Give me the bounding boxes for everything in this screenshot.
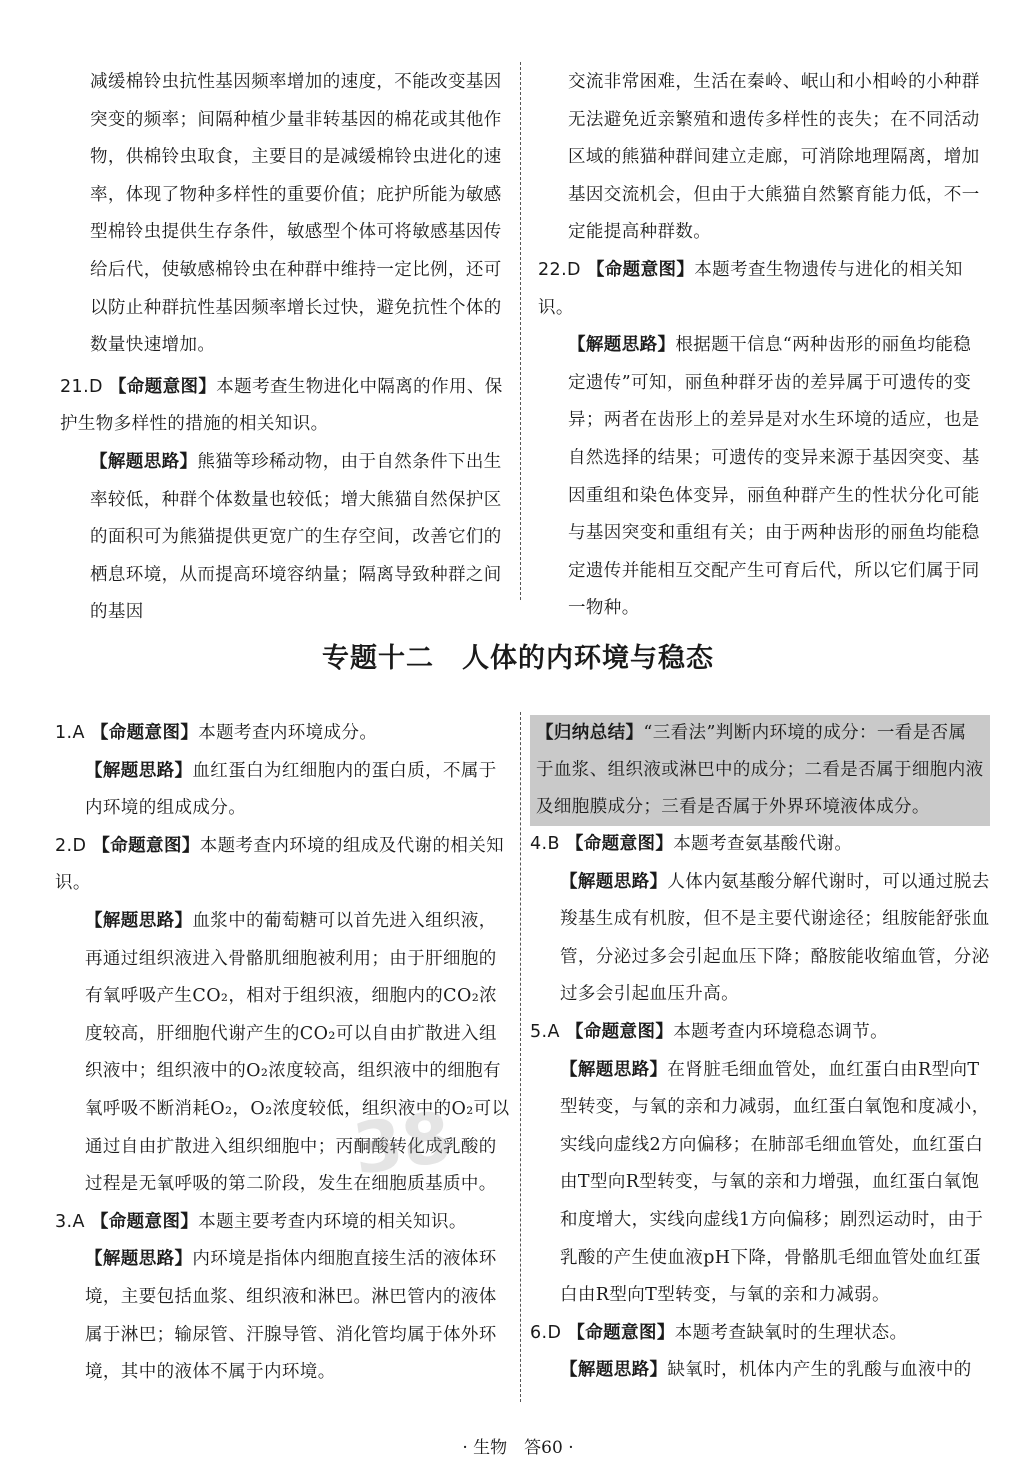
intent-text: 本题考查缺氧时的生理状态。 — [674, 1322, 908, 1343]
reasoning-tag: 【解题思路】 — [560, 871, 668, 892]
answer-number: 1.A — [55, 723, 85, 743]
watermark-logo: 38 — [348, 1095, 457, 1191]
question-5 — [530, 1014, 990, 1052]
question-21-reasoning — [60, 444, 510, 632]
summary-box — [530, 715, 990, 826]
question-21 — [60, 369, 510, 444]
reasoning-text: 内环境是指体内细胞直接生活的液体环境，主要包括血浆、组织液和淋巴。淋巴管内的液体属于淋巴；输尿管、汗腺导管、消化管均属于体外环境，其中的液体不属于内环境。 — [85, 1249, 497, 1383]
reasoning-text: 血红蛋白为红细胞内的蛋白质，不属于内环境的组成成分。 — [85, 760, 497, 819]
reasoning-tag: 【解题思路】 — [85, 910, 193, 931]
paragraph-continuation: 交流非常困难，生活在秦岭、岷山和小相岭的小种群无法避免近亲繁殖和遗传多样性的丧失；在不同活动区域的熊猫种群间建立走廊，可消除地理隔离，增加基因交流机会，但由于大熊猫自然繁育能力低，不一定能提高种群数。 — [568, 72, 980, 243]
reasoning-text: 缺氧时，机体内产生的乳酸与血液中的 — [667, 1360, 972, 1381]
question-4-reasoning — [530, 864, 990, 1014]
intent-text: 本题考查内环境稳态调节。 — [673, 1021, 889, 1042]
intent-tag: 【命题意图】 — [90, 1211, 199, 1232]
summary-text: “三看法”判断内环境的成分：一看是否属于血浆、组织液或淋巴中的成分；二看是否属于细胞内液及细胞膜成分；三看是否属于外界环境液体成分。 — [536, 723, 984, 817]
intent-tag: 【命题意图】 — [586, 259, 695, 280]
question-1-reasoning — [55, 753, 510, 828]
answer-number: 5.A — [530, 1021, 560, 1042]
bottom-right-column — [530, 715, 990, 1390]
question-3-reasoning — [55, 1241, 510, 1391]
intent-tag: 【命题意图】 — [92, 835, 200, 856]
bottom-left-column — [55, 715, 510, 1392]
reasoning-text: 血浆中的葡萄糖可以首先进入组织液，再通过组织液进入骨骼肌细胞被利用；由于肝细胞的有氧呼吸产生CO₂，相对于组织液，细胞内的CO₂浓度较高，肝细胞代谢产生的CO₂可以自由扩散进入组织液中；组织液中的O₂浓度较高，组织液中的细胞有氧呼吸不断消耗O₂，O₂浓度较低，组织液中的O₂可以通过自由扩散进入组织细胞中；丙酮酸转化成乳酸的过程是无氧呼吸的第二阶段，发生在细胞质基质中。 — [85, 910, 510, 1195]
reasoning-text: 人体内氨基酸分解代谢时，可以通过脱去羧基生成有机胺，但不是主要代谢途径；组胺能舒张血管，分泌过多会引起血压下降；酪胺能收缩血管，分泌过多会引起血压升高。 — [560, 871, 990, 1005]
reasoning-text: 在肾脏毛细血管处，血红蛋白由R型向T型转变，与氧的亲和力减弱，血红蛋白氧饱和度减小，实线向虚线2方向偏移；在肺部毛细血管处，血红蛋白由T型向R型转变，与氧的亲和力增强，血红蛋白氧饱和度增大，实线向虚线1方向偏移；剧烈运动时，由于乳酸的产生使血液pH下降，骨骼肌毛细血管处血红蛋白由R型向T型转变，与氧的亲和力减弱。 — [560, 1059, 990, 1306]
reasoning-tag: 【解题思路】 — [568, 335, 676, 356]
summary-tag: 【归纳总结】 — [536, 723, 644, 743]
answer-number: 4.B — [530, 834, 560, 854]
section-title: 专题十二 人体的内环境与稳态 — [322, 643, 714, 674]
intent-tag: 【命题意图】 — [108, 376, 217, 397]
reasoning-tag: 【解题思路】 — [560, 1059, 668, 1080]
column-divider — [520, 712, 521, 1402]
reasoning-text: 熊猫等珍稀动物，由于自然条件下出生率较低，种群个体数量也较低；增大熊猫自然保护区的面积可为熊猫提供更宽广的生存空间，改善它们的栖息环境，从而提高环境容纳量；隔离导致种群之间的基因 — [90, 451, 502, 623]
question-5-reasoning — [530, 1052, 990, 1315]
intent-text: 本题考查生物遗传与进化的相关知识。 — [538, 259, 963, 318]
intent-tag: 【命题意图】 — [565, 1021, 674, 1042]
question-6 — [530, 1315, 990, 1353]
top-left-column — [60, 64, 510, 632]
page-footer: · 生物 答60 · — [462, 1438, 574, 1458]
question-22-reasoning — [538, 327, 988, 628]
answer-number: 2.D — [55, 835, 87, 856]
question-22 — [538, 252, 988, 327]
reasoning-tag: 【解题思路】 — [85, 1249, 193, 1270]
question-4 — [530, 826, 990, 864]
intent-tag: 【命题意图】 — [565, 834, 674, 854]
intent-tag: 【命题意图】 — [90, 723, 199, 743]
answer-number: 6.D — [530, 1322, 562, 1343]
column-divider — [520, 62, 521, 600]
answer-number: 21.D — [60, 376, 103, 397]
intent-text: 本题考查生物进化中隔离的作用、保护生物多样性的措施的相关知识。 — [60, 376, 503, 435]
answer-number: 3.A — [55, 1211, 85, 1232]
question-1 — [55, 715, 510, 753]
reasoning-tag: 【解题思路】 — [90, 451, 198, 472]
intent-text: 本题考查氨基酸代谢。 — [673, 834, 853, 854]
reasoning-tag: 【解题思路】 — [560, 1360, 668, 1381]
question-6-reasoning — [530, 1352, 990, 1390]
question-2-reasoning — [55, 903, 510, 1204]
intent-text: 本题考查内环境的组成及代谢的相关知识。 — [55, 835, 505, 894]
question-3 — [55, 1204, 510, 1242]
intent-text: 本题主要考查内环境的相关知识。 — [198, 1211, 467, 1232]
reasoning-text: 根据题干信息“两种齿形的丽鱼均能稳定遗传”可知，丽鱼种群牙齿的差异属于可遗传的变异；两者在齿形上的差异是对水生环境的适应，也是自然选择的结果；可遗传的变异来源于基因突变、基因重组和染色体变异，丽鱼种群产生的性状分化可能与基因突变和重组有关；由于两种齿形的丽鱼均能稳定遗传并能相互交配产生可育后代，所以它们属于同一物种。 — [568, 335, 980, 619]
intent-text: 本题考查内环境成分。 — [198, 723, 378, 743]
question-2 — [55, 828, 510, 903]
intent-tag: 【命题意图】 — [567, 1322, 675, 1343]
paragraph-continuation: 减缓棉铃虫抗性基因频率增加的速度，不能改变基因突变的频率；间隔种植少量非转基因的棉花或其他作物，供棉铃虫取食，主要目的是减缓棉铃虫进化的速率，体现了物种多样性的重要价值；庇护所能为敏感型棉铃虫提供生存条件，敏感型个体可将敏感基因传给后代，使敏感棉铃虫在种群中维持一定比例，还可以防止种群抗性基因频率增长过快，避免抗性个体的数量快速增加。 — [90, 72, 502, 356]
top-right-column — [538, 64, 988, 628]
answer-number: 22.D — [538, 259, 581, 280]
reasoning-tag: 【解题思路】 — [85, 760, 193, 781]
